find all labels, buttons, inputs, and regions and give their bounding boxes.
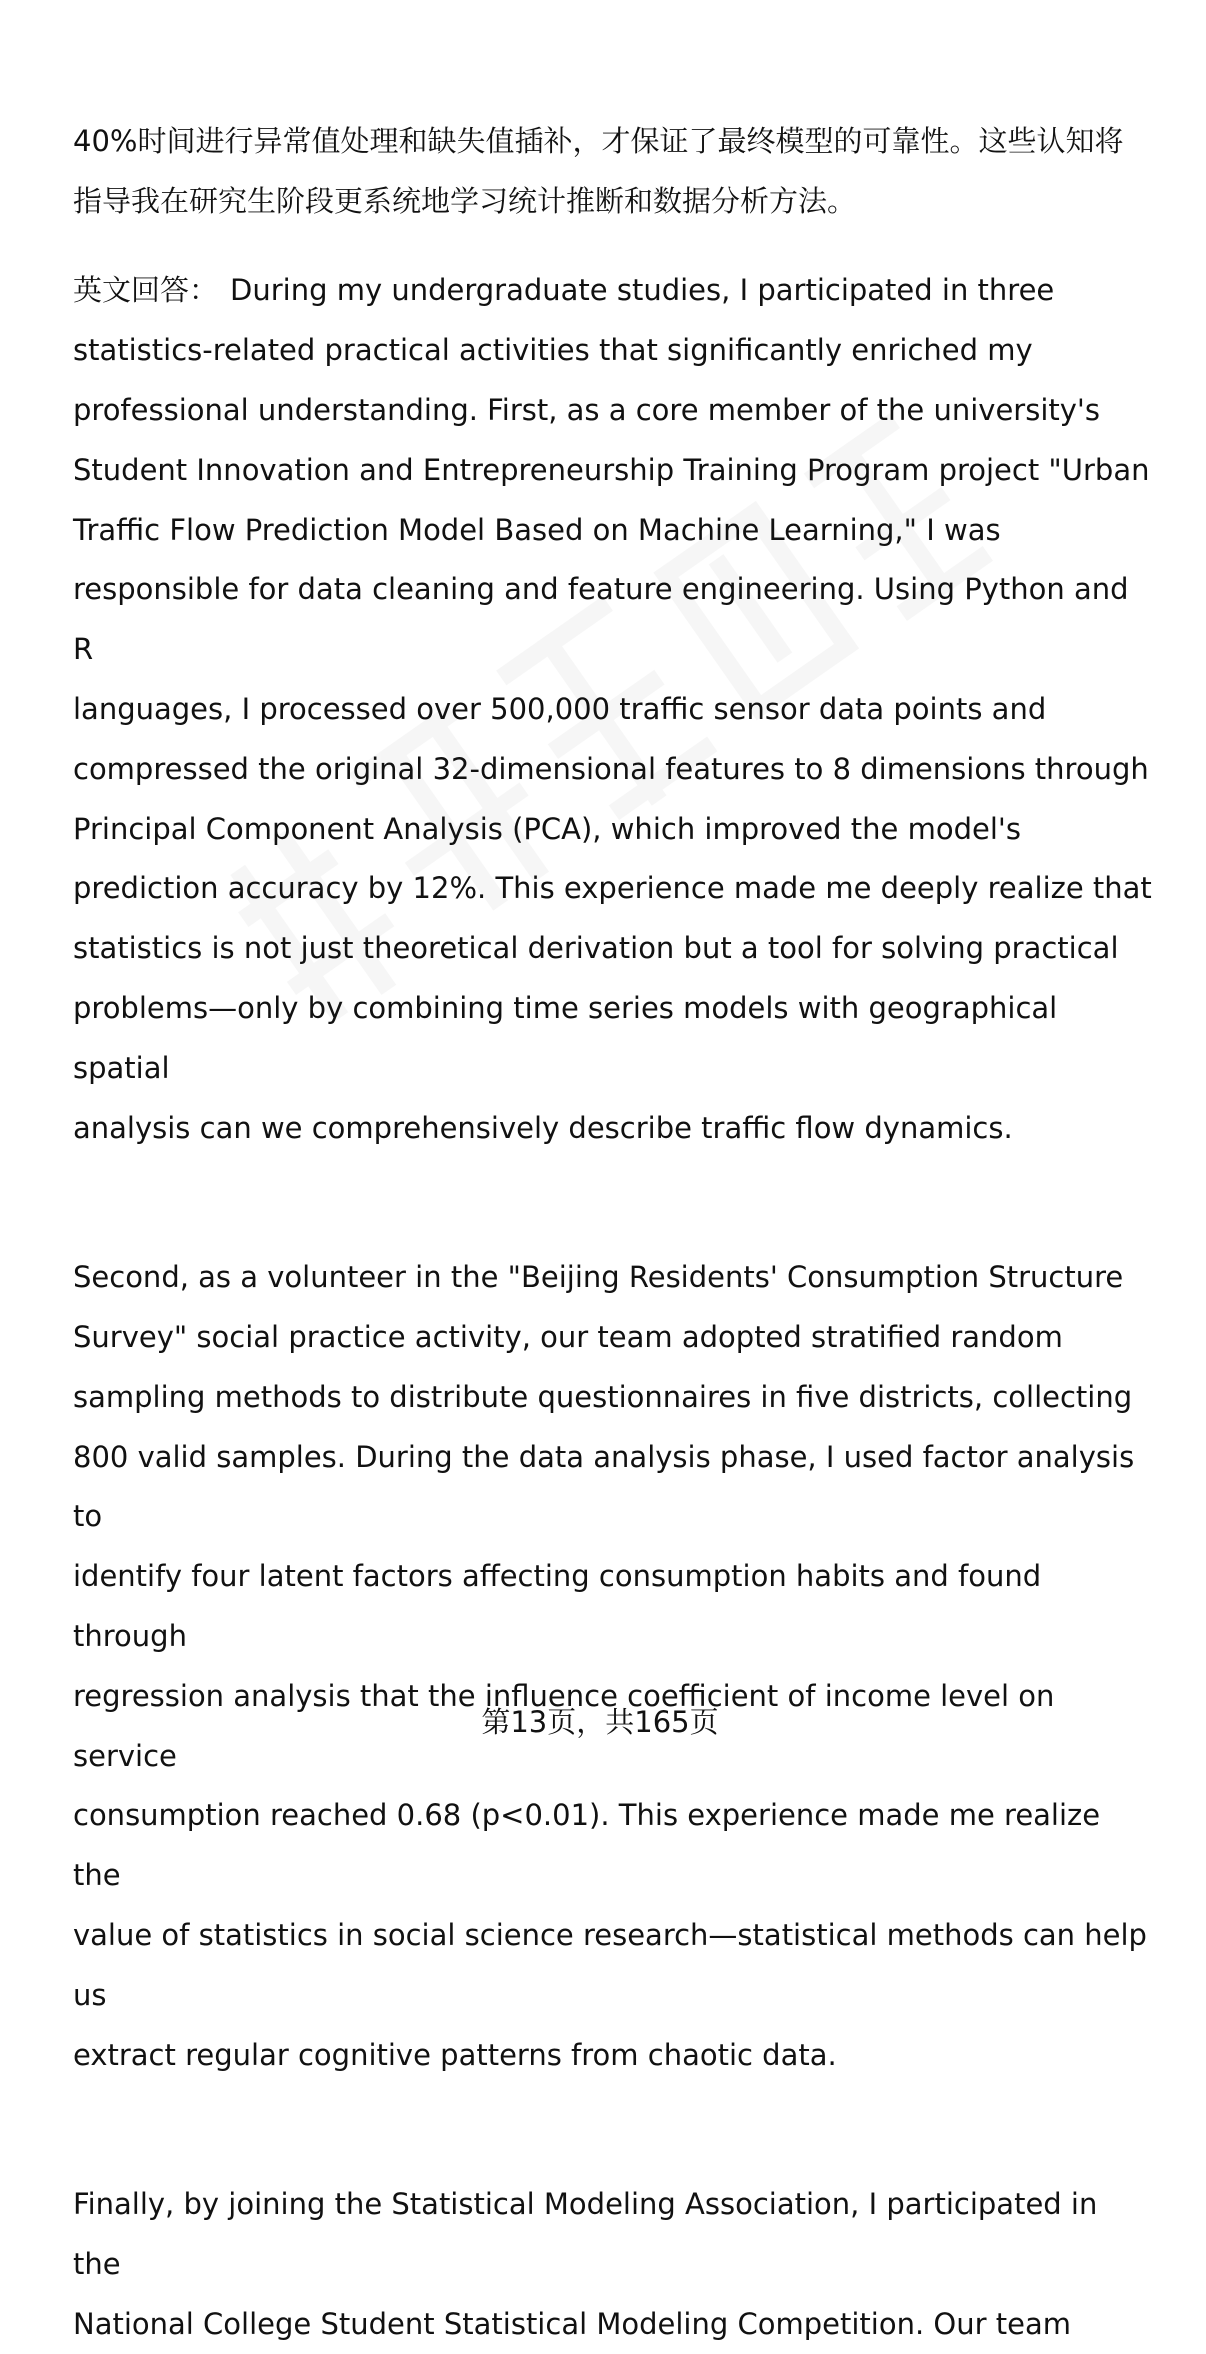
- english-answer-label: 英文回答：: [73, 273, 219, 308]
- page-footer: [0, 1705, 1200, 1739]
- paragraph-1-text: 40%时间进行异常值处理和缺失值插补，才保证了最终模型的可靠性。这些认知将 指导我在研究生阶段更系统地学习统计推断和数据分析方法。: [73, 123, 1124, 218]
- paragraph-3-text: Second, as a volunteer in the "Beijing Residents' Consumption Structure Survey" social practice activity, our team adopted stratified random sampling methods to distribute questionnaires in five districts, collecting 800 valid samples. During the data analysis phase, I used factor analysis to identify four latent factors affecting consumption habits and found through regression analysis that the influence coefficient of income level on service consumption reached 0.68 (p<0.01). This experience made me realize the value of statistics in social science research—statistical methods can help us extract regular cognitive patterns from chaotic data.: [73, 1260, 1147, 2072]
- paragraph-1: [73, 52, 1153, 231]
- page-number-label: 第13页，共165页: [481, 1705, 719, 1739]
- paragraph-2: [73, 261, 1153, 1158]
- paragraph-3: [73, 1188, 1153, 2085]
- paragraph-4-text: Finally, by joining the Statistical Modeling Association, I participated in the National College Student Statistical Modeling Competition. Our team: [73, 2187, 1098, 2341]
- paragraph-4: [73, 2115, 1153, 2354]
- document-content: [73, 52, 1153, 2354]
- paragraph-2-text: During my undergraduate studies, I participated in three statistics-related practical activities that significantly enriched my professional understanding. First, as a core member of the university's Student Innovation and Entrepreneurship Training Program project "Urban Traffic Flow Prediction Model Based on Machine Learning," I was responsible for data cleaning and feature engineering. Using Python and R languages, I processed over 500,000 traffic sensor data points and compressed the original 32-dimensional features to 8 dimensions through Principal Component Analysis (PCA), which improved the model's prediction accuracy by 12%. This experience made me deeply realize that statistics is not just theoretical derivation but a tool for solving practical problems—only by combining time series models with geographical spatial analysis can we comprehensively describe traffic flow dynamics.: [73, 273, 1152, 1145]
